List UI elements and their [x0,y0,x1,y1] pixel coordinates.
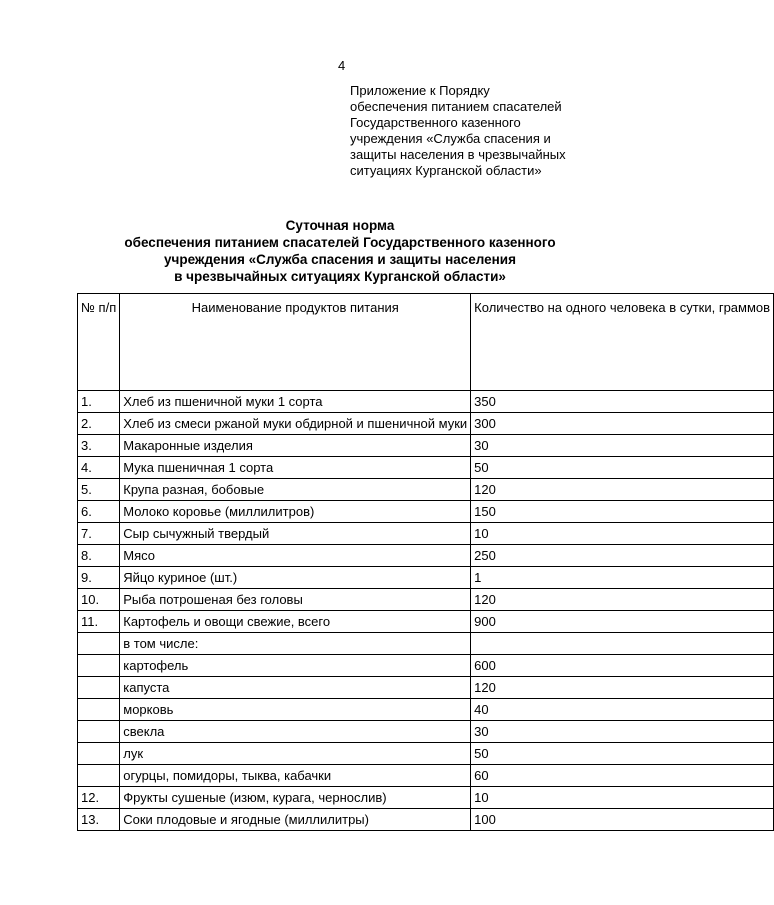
row-name: огурцы, помидоры, тыква, кабачки [120,765,471,787]
row-name: лук [120,743,471,765]
row-name: Сыр сычужный твердый [120,523,471,545]
row-num: 10. [78,589,120,611]
row-qty: 120 [471,479,774,501]
food-norms-table [77,293,774,831]
table-row [78,567,774,589]
row-num [78,699,120,721]
row-name: Соки плодовые и ягодные (миллилитры) [120,809,471,831]
row-qty: 300 [471,413,774,435]
row-qty [471,633,774,655]
table-row [78,589,774,611]
annex-line: обеспечения питанием спасателей [350,99,562,114]
table-row [78,435,774,457]
header-name: Наименование продуктов питания [120,294,471,391]
row-num: 3. [78,435,120,457]
row-qty: 60 [471,765,774,787]
document-title [60,217,620,285]
row-name: свекла [120,721,471,743]
row-num: 1. [78,391,120,413]
row-num: 7. [78,523,120,545]
row-name: Мука пшеничная 1 сорта [120,457,471,479]
row-name: капуста [120,677,471,699]
title-line: учреждения «Служба спасения и защиты населения [163,252,516,267]
row-num: 4. [78,457,120,479]
annex-line: Приложение к Порядку [350,83,490,98]
table-row [78,457,774,479]
row-qty: 1 [471,567,774,589]
row-name: Молоко коровье (миллилитров) [120,501,471,523]
row-name: Яйцо куриное (шт.) [120,567,471,589]
table-row [78,765,774,787]
row-qty: 50 [471,743,774,765]
row-name: Хлеб из пшеничной муки 1 сорта [120,391,471,413]
table-row [78,787,774,809]
page-number: 4 [338,58,346,73]
row-num: 5. [78,479,120,501]
table-row [78,391,774,413]
row-qty: 40 [471,699,774,721]
row-qty: 50 [471,457,774,479]
table-row [78,721,774,743]
header-qty: Количество на одного человека в сутки, граммов [471,294,774,391]
row-num [78,633,120,655]
annex-block [350,83,610,179]
row-qty: 30 [471,435,774,457]
row-qty: 100 [471,809,774,831]
table-row [78,677,774,699]
row-num [78,721,120,743]
table-row [78,699,774,721]
row-name: Рыба потрошеная без головы [120,589,471,611]
row-num [78,655,120,677]
row-num [78,743,120,765]
row-num: 6. [78,501,120,523]
table-header-row [78,294,774,391]
table-row [78,655,774,677]
row-num: 13. [78,809,120,831]
row-num [78,765,120,787]
table-row [78,633,774,655]
row-qty: 10 [471,523,774,545]
table-row [78,523,774,545]
row-num: 8. [78,545,120,567]
row-name: морковь [120,699,471,721]
row-name: Макаронные изделия [120,435,471,457]
row-qty: 250 [471,545,774,567]
table-row [78,501,774,523]
row-qty: 10 [471,787,774,809]
annex-line: Государственного казенного [350,115,521,130]
title-line: Суточная норма [285,218,395,233]
row-num: 2. [78,413,120,435]
row-name: Мясо [120,545,471,567]
annex-line: ситуациях Курганской области» [350,163,542,178]
annex-line: защиты населения в чрезвычайных [350,147,566,162]
row-name: Картофель и овощи свежие, всего [120,611,471,633]
row-qty: 30 [471,721,774,743]
annex-line: учреждения «Служба спасения и [350,131,551,146]
row-name: в том числе: [120,633,471,655]
row-qty: 350 [471,391,774,413]
row-qty: 600 [471,655,774,677]
table-row [78,413,774,435]
row-qty: 150 [471,501,774,523]
row-num [78,677,120,699]
table-row [78,743,774,765]
row-num: 12. [78,787,120,809]
table-row [78,809,774,831]
row-qty: 900 [471,611,774,633]
table-row [78,479,774,501]
table-row [78,545,774,567]
row-num: 11. [78,611,120,633]
row-name: картофель [120,655,471,677]
title-line: в чрезвычайных ситуациях Курганской области» [174,269,506,284]
row-name: Крупа разная, бобовые [120,479,471,501]
header-num: № п/п [78,294,120,391]
row-qty: 120 [471,589,774,611]
row-name: Хлеб из смеси ржаной муки обдирной и пшеничной муки [120,413,471,435]
title-line: обеспечения питанием спасателей Государственного казенного [124,235,556,250]
row-name: Фрукты сушеные (изюм, курага, чернослив) [120,787,471,809]
row-num: 9. [78,567,120,589]
row-qty: 120 [471,677,774,699]
table-row [78,611,774,633]
